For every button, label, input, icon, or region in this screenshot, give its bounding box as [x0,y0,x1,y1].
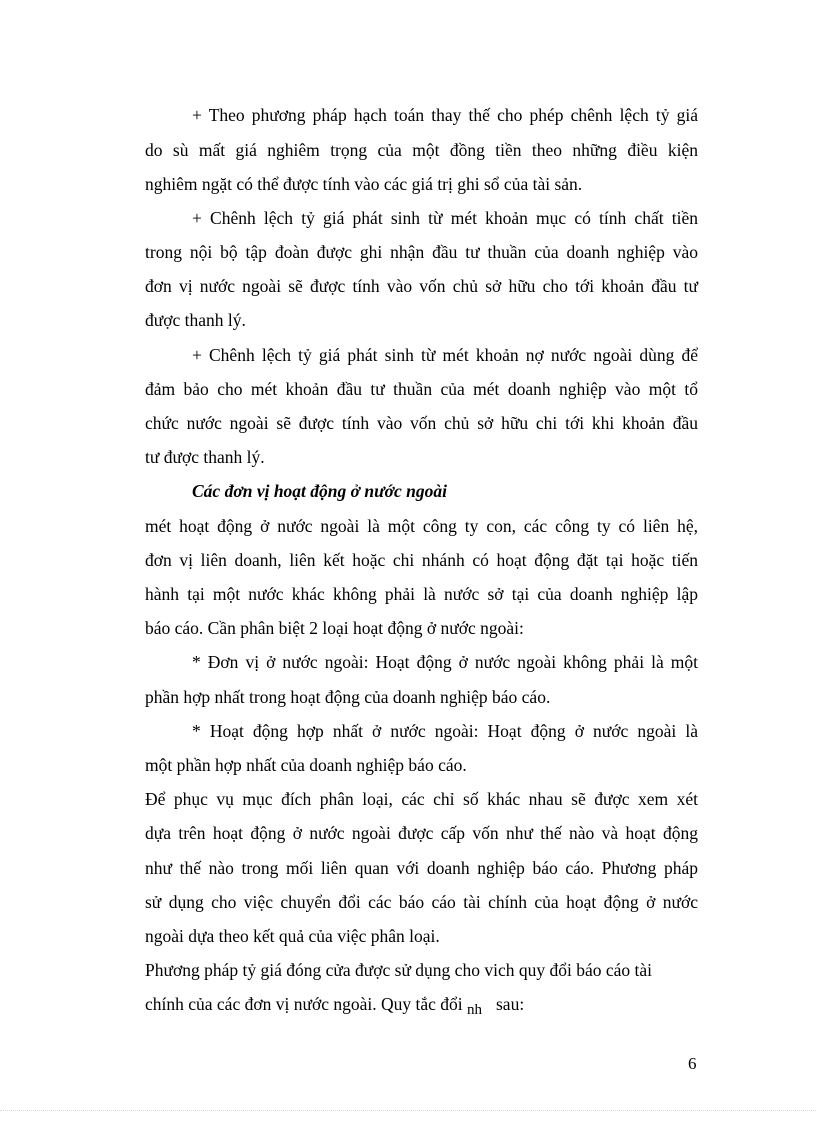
paragraph-line: mét hoạt động ở nước ngoài là một công ty con, các công ty có liên hệ, [145,516,698,536]
paragraph-line [145,992,698,1022]
paragraph-line: do sù mất giá nghiêm trọng của một đồng tiền theo những điều kiện [145,140,698,160]
paragraph-line: hành tại một nước khác không phải là nước sở tại của doanh nghiệp lập [145,584,698,604]
paragraph-line: như thế nào trong mối liên quan với doanh nghiệp báo cáo. Phương pháp [145,858,698,878]
paragraph-line: nghiêm ngặt có thể được tính vào các giá trị ghi sổ của tài sản. [145,174,583,194]
paragraph-line: tư được thanh lý. [145,447,265,467]
paragraph-line: sử dụng cho việc chuyển đổi các báo cáo tài chính của hoạt động ở nước [145,892,698,912]
paragraph-line: được thanh lý. [145,310,246,330]
paragraph-line: * Đơn vị ở nước ngoài: Hoạt động ở nước ngoài không phải là một [192,652,698,672]
paragraph-line: + Theo phương pháp hạch toán thay thế cho phép chênh lệch tỷ giá [192,105,698,125]
line-part: chính của các đơn vị nước ngoài. Quy tắc đổi [145,994,463,1014]
paragraph-line: trong nội bộ tập đoàn được ghi nhận đầu tư thuần của doanh nghiệp vào [145,242,698,262]
paragraph-line: * Hoạt động hợp nhất ở nước ngoài: Hoạt động ở nước ngoài là [192,721,698,741]
paragraph-line: + Chênh lệch tỷ giá phát sinh từ mét khoản nợ nước ngoài dùng để [192,345,698,365]
paragraph-line: đơn vị liên doanh, liên kết hoặc chi nhánh có hoạt động đặt tại hoặc tiến [145,550,698,570]
paragraph-line: + Chênh lệch tỷ giá phát sinh từ mét khoản mục có tính chất tiền [192,208,698,228]
paragraph-line: đảm bảo cho mét khoản đầu tư thuần của mét doanh nghiệp vào một tổ [145,379,698,399]
paragraph-line: chức nước ngoài sẽ được tính vào vốn chủ sở hữu chi tới khi khoản đầu [145,413,698,433]
line-part: Phương pháp tỷ giá đóng cửa được sử dụng cho vi [145,960,498,980]
page-bottom-border [0,1110,816,1111]
paragraph-line: báo cáo. Cần phân biệt 2 loại hoạt động ở nước ngoài: [145,618,524,638]
paragraph-line: ngoài dựa theo kết quả của việc phân loại. [145,926,440,946]
paragraph-line: phần hợp nhất trong hoạt động của doanh nghiệp báo cáo. [145,687,551,707]
dropped-text-fragment: nh [467,1002,482,1018]
paragraph-line: một phần hợp nhất của doanh nghiệp báo cáo. [145,755,467,775]
paragraph-line: Để phục vụ mục đích phân loại, các chỉ số khác nhau sẽ được xem xét [145,789,698,809]
paragraph-line [145,958,698,982]
page-number: 6 [688,1054,697,1073]
line-part: sau: [496,994,525,1014]
section-heading: Các đơn vị hoạt động ở nước ngoài [192,481,448,501]
paragraph-line: dựa trên hoạt động ở nước ngoài được cấp vốn như thế nào và hoạt động [145,823,698,843]
paragraph-line: đơn vị nước ngoài sẽ được tính vào vốn chủ sở hữu cho tới khoản đầu tư [145,276,698,296]
line-part: ch quy đổi báo cáo tài [497,960,652,980]
